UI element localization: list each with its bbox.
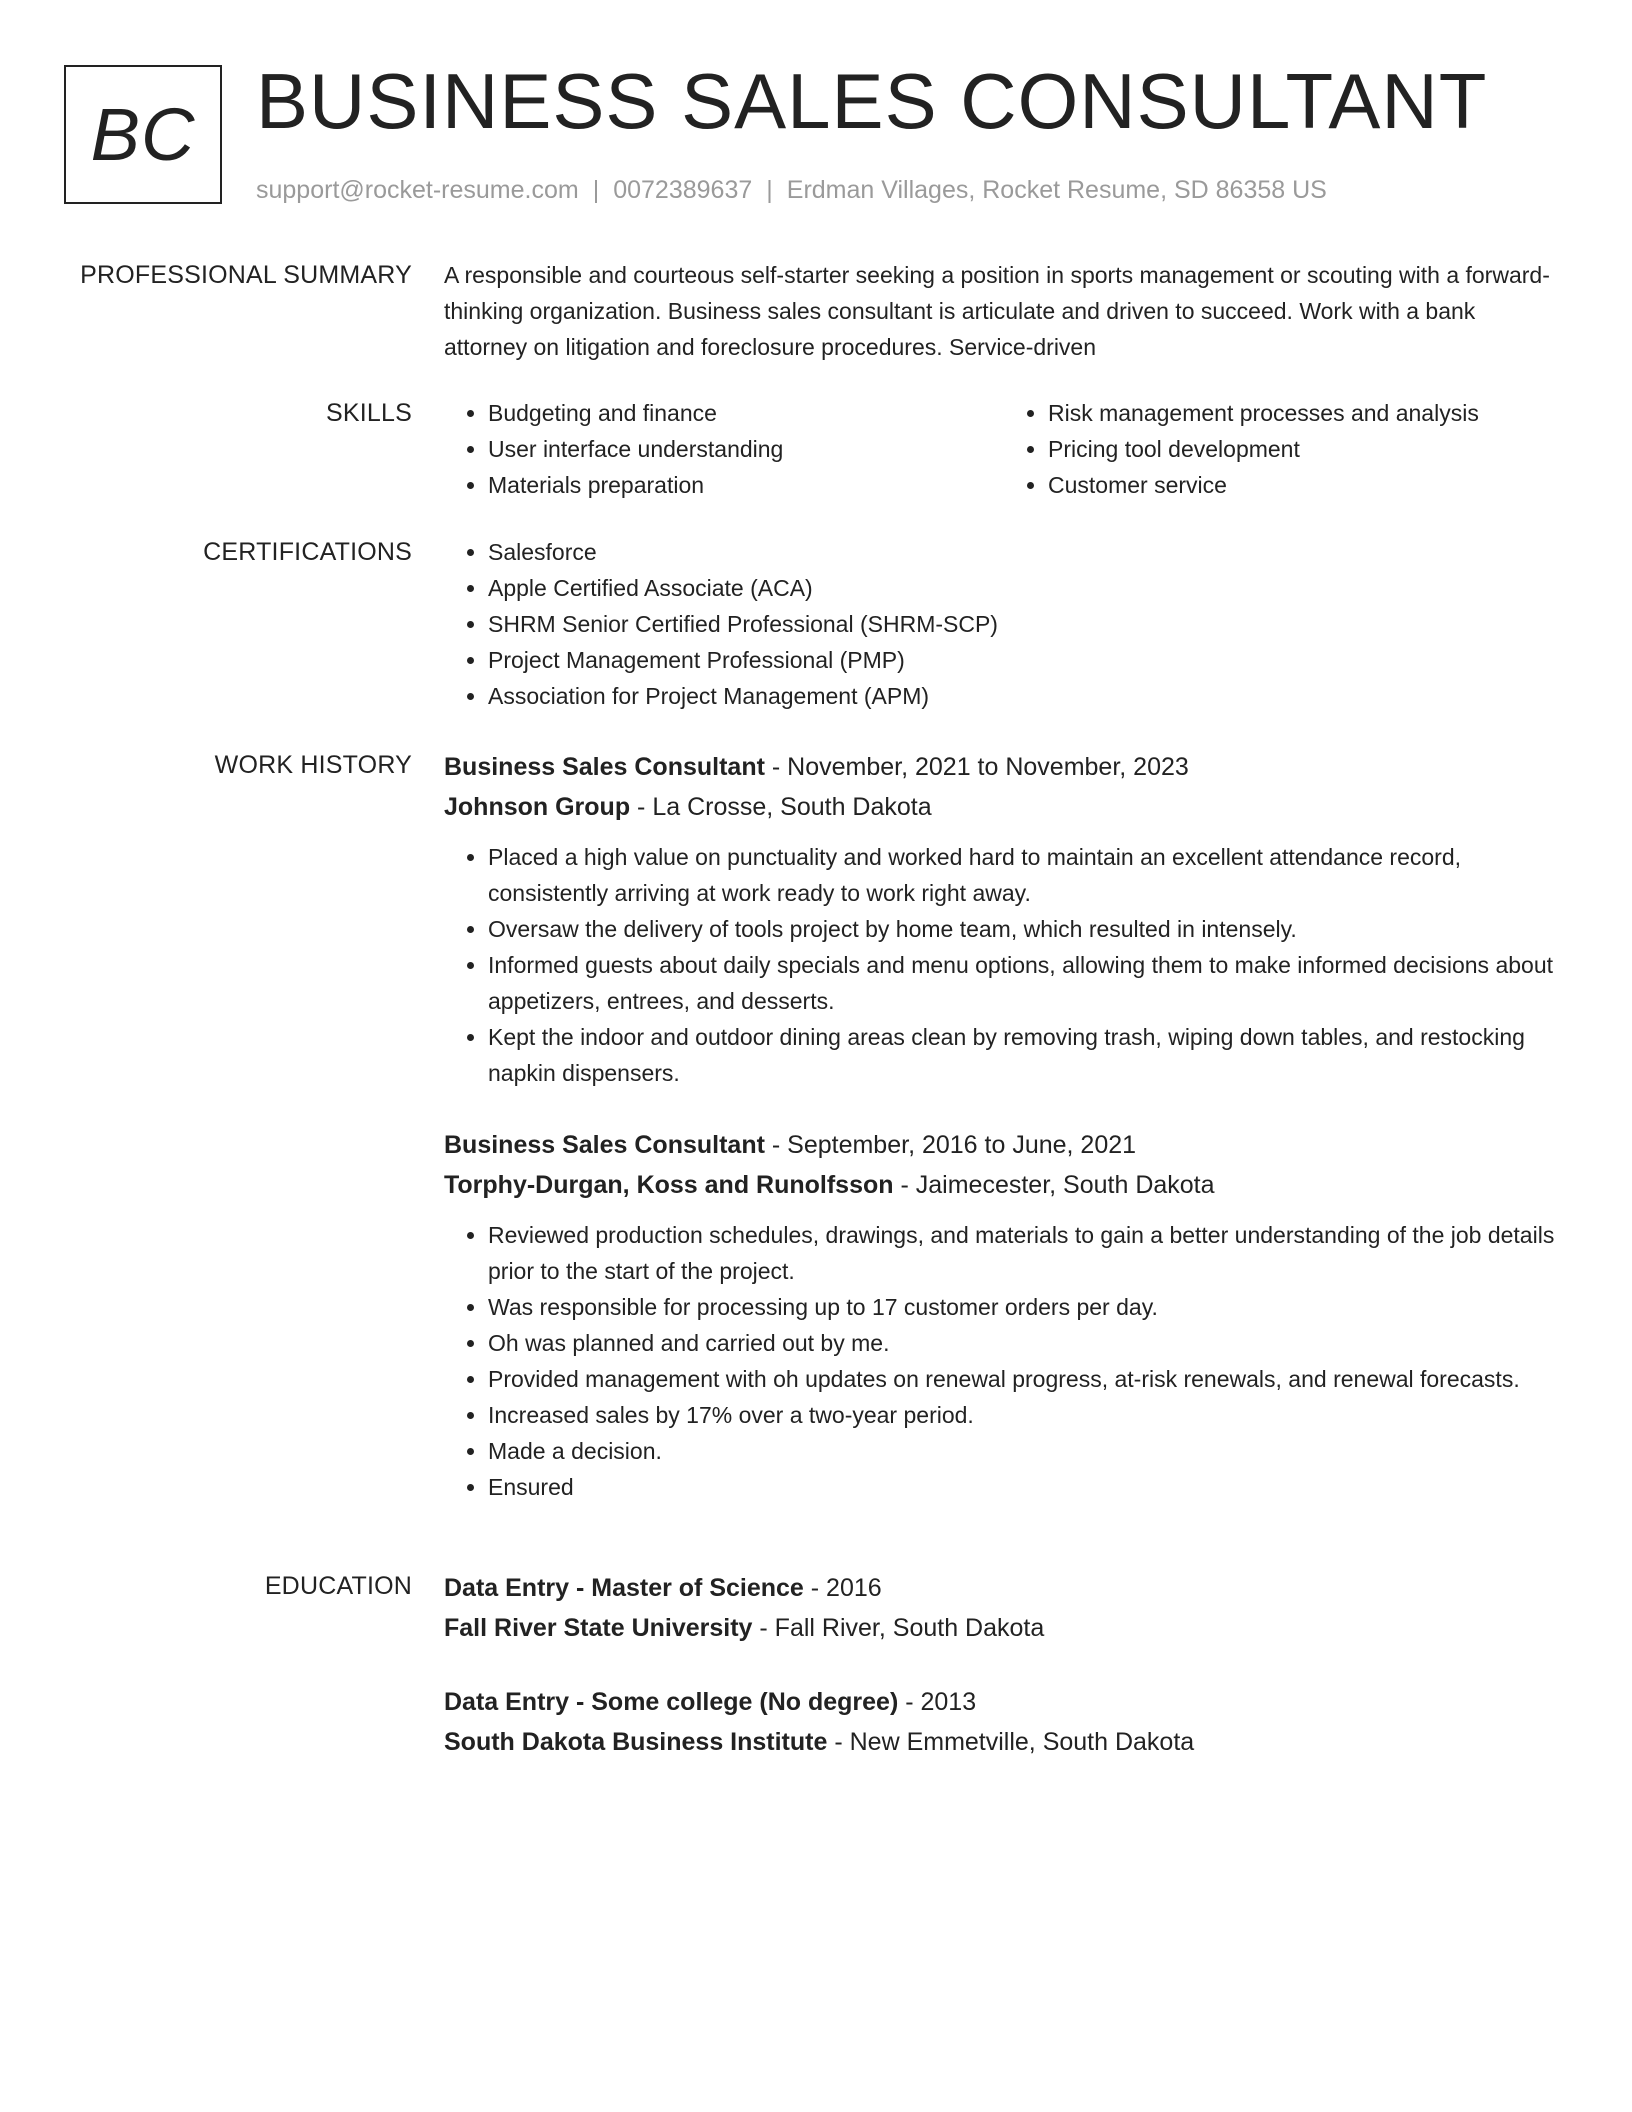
education-location: - New Emmetville, South Dakota	[827, 1728, 1195, 1756]
certification-item: • Salesforce	[488, 534, 1564, 570]
contact-address: Erdman Villages, Rocket Resume, SD 86358 US	[786, 176, 1327, 204]
skill-item: • Pricing tool development	[1048, 431, 1564, 467]
skill-item: • Budgeting and finance	[488, 395, 1004, 431]
certifications-list	[444, 534, 1564, 714]
job-title-line	[444, 747, 1564, 787]
job-title-line	[444, 1125, 1564, 1165]
education-school: South Dakota Business Institute	[444, 1728, 828, 1756]
job-company: Johnson Group	[444, 793, 631, 821]
certifications-body	[444, 534, 1564, 714]
job-entry	[444, 747, 1564, 1091]
job-bullet: • Increased sales by 17% over a two-year period.	[488, 1397, 1564, 1433]
skills-list-left	[444, 395, 1004, 503]
job-bullet: • Placed a high value on punctuality and worked hard to maintain an excellent attendance record, consistently arriving at work ready to work right away.	[488, 839, 1564, 911]
skill-item: • Risk management processes and analysis	[1048, 395, 1564, 431]
summary-body	[444, 257, 1564, 365]
job-role: Business Sales Consultant	[444, 1131, 765, 1159]
skills-body	[444, 395, 1564, 503]
skill-item: • Customer service	[1048, 467, 1564, 503]
education-year: - 2013	[898, 1688, 977, 1716]
job-company-line	[444, 1165, 1564, 1205]
education-year: - 2016	[803, 1574, 882, 1602]
education-entry	[444, 1568, 1564, 1648]
education-school-line	[444, 1722, 1564, 1762]
certification-item: • SHRM Senior Certified Professional (SHRM-SCP)	[488, 606, 1564, 642]
job-location: - Jaimecester, South Dakota	[893, 1171, 1215, 1199]
education-degree-line	[444, 1568, 1564, 1608]
skill-item: • Materials preparation	[488, 467, 1004, 503]
section-title-summary: PROFESSIONAL SUMMARY	[80, 261, 412, 289]
section-title-skills: SKILLS	[326, 399, 412, 427]
work-history-body	[444, 747, 1564, 1539]
skill-item: • User interface understanding	[488, 431, 1004, 467]
education-degree-line	[444, 1682, 1564, 1722]
certification-item: • Association for Project Management (APM)	[488, 678, 1564, 714]
section-title-certifications: CERTIFICATIONS	[203, 538, 412, 566]
job-bullet: • Was responsible for processing up to 17 customer orders per day.	[488, 1289, 1564, 1325]
contact-separator: |	[766, 176, 773, 204]
education-body	[444, 1568, 1564, 1796]
job-dates: - September, 2016 to June, 2021	[764, 1131, 1137, 1159]
job-company-line	[444, 787, 1564, 827]
section-title-education: EDUCATION	[264, 1572, 412, 1600]
job-bullet: • Made a decision.	[488, 1433, 1564, 1469]
contact-email[interactable]: support@rocket-resume.com	[256, 176, 579, 204]
job-bullet: • Reviewed production schedules, drawings, and materials to gain a better understanding of the job details prior to the start of the project.	[488, 1217, 1564, 1289]
monogram: BC	[64, 65, 222, 204]
job-company: Torphy-Durgan, Koss and Runolfsson	[444, 1171, 894, 1199]
job-bullet: • Oh was planned and carried out by me.	[488, 1325, 1564, 1361]
education-degree: Data Entry - Master of Science	[444, 1574, 804, 1602]
skills-list-right	[1004, 395, 1564, 503]
education-entry	[444, 1682, 1564, 1762]
resume-name: BUSINESS SALES CONSULTANT	[256, 57, 1488, 145]
education-location: - Fall River, South Dakota	[752, 1614, 1045, 1642]
job-role: Business Sales Consultant	[444, 753, 765, 781]
certification-item: • Project Management Professional (PMP)	[488, 642, 1564, 678]
summary-text: A responsible and courteous self-starter seeking a position in sports management or scouting with a forward-thinking organization. Business sales consultant is articulate and driven to succeed. Work with a bank attorney on litigation and foreclosure procedures. Service-driven	[444, 262, 1550, 360]
job-entry	[444, 1125, 1564, 1505]
job-bullet: • Kept the indoor and outdoor dining areas clean by removing trash, wiping down tables, and restocking napkin dispensers.	[488, 1019, 1564, 1091]
education-school: Fall River State University	[444, 1614, 753, 1642]
job-bullet: • Provided management with oh updates on renewal progress, at-risk renewals, and renewal forecasts.	[488, 1361, 1564, 1397]
job-bullets	[444, 1217, 1564, 1505]
contact-separator: |	[592, 176, 600, 204]
job-bullets	[444, 839, 1564, 1091]
education-degree: Data Entry - Some college (No degree)	[444, 1688, 899, 1716]
job-dates: - November, 2021 to November, 2023	[764, 753, 1189, 781]
contact-line	[256, 172, 1327, 208]
certification-item: • Apple Certified Associate (ACA)	[488, 570, 1564, 606]
job-bullet: • Informed guests about daily specials and menu options, allowing them to make informed decisions about appetizers, entrees, and desserts.	[488, 947, 1564, 1019]
job-bullet: • Ensured	[488, 1469, 1564, 1505]
education-school-line	[444, 1608, 1564, 1648]
job-location: - La Crosse, South Dakota	[630, 793, 932, 821]
section-title-work-history: WORK HISTORY	[214, 751, 412, 779]
contact-phone[interactable]: 0072389637	[613, 176, 753, 204]
job-bullet: • Oversaw the delivery of tools project by home team, which resulted in intensely.	[488, 911, 1564, 947]
